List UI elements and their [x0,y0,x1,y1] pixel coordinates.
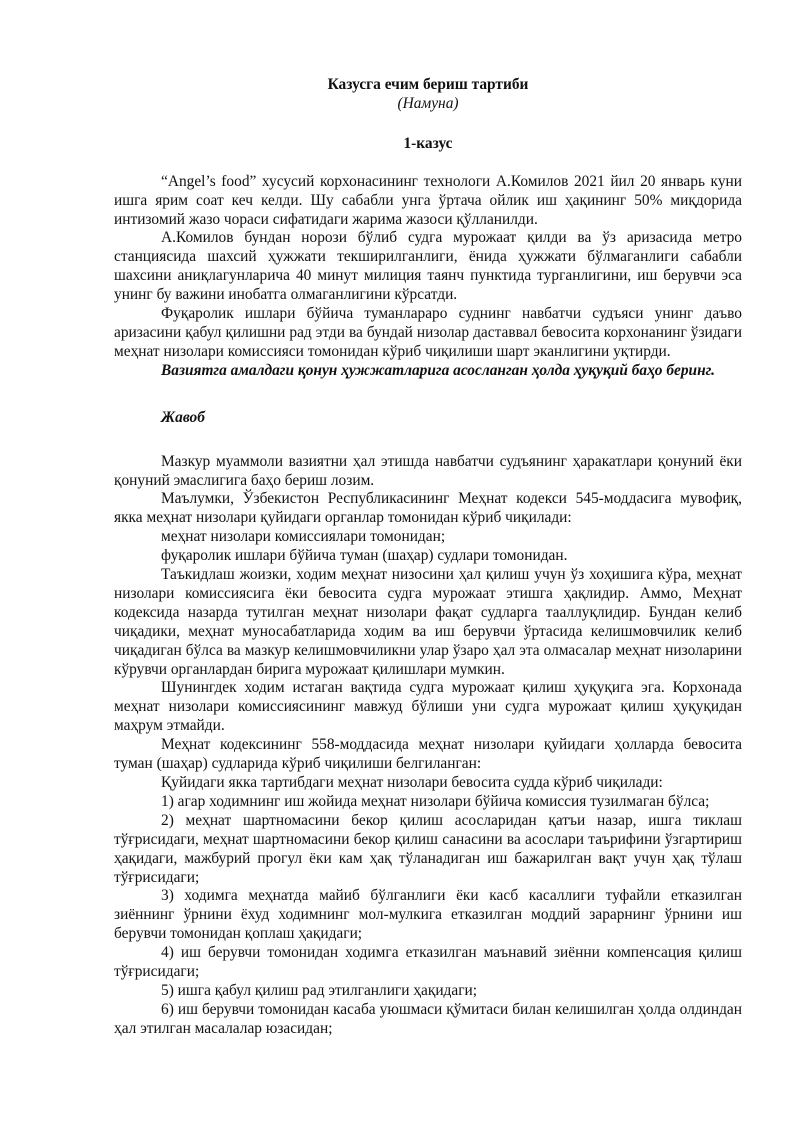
case-paragraph: Фуқаролик ишлари бўйича туманлараро суднинг навбатчи судъяси унинг даъво аризасини қабул қилишни рад этди ва бундай низолар даставвал бевосита корхонанинг ўзидаги меҳнат низолари комиссияси томонидан кўриб чиқилиши шарт эканлигини уқтирди. [114,305,742,360]
case-task: Вазиятга амалдаги қонун ҳужжатларига асосланган ҳолда ҳуқуқий баҳо беринг. [161,361,715,379]
document-subtitle: (Намуна) [397,94,459,112]
answer-paragraph: Меҳнат кодексининг 558-моддасида меҳнат низолари қуйидаги ҳолларда бевосита туман (шаҳар) судларида кўриб чиқилиши белгиланган: [114,736,742,773]
answer-paragraph: Қуйидаги якка тартибдаги меҳнат низолари бевосита судда кўриб чиқилади: [161,774,663,791]
answer-list-item: 1) агар ходимнинг иш жойида меҳнат низолари бўйича комиссия тузилмаган бўлса; [161,792,710,810]
case-heading: 1-казус [403,134,453,152]
answer-paragraph: Маълумки, Ўзбекистон Республикасининг Меҳнат кодекси 545-моддасига мувофиқ, якка меҳнат низолари қуйидаги органлар томонидан кўриб чиқилади: [114,490,742,527]
answer-list-item: 3) ходимга меҳнатда майиб бўлганлиги ёки касб касаллиги туфайли етказилган зиённинг ўрнини ёхуд ходимнинг мол-мулкига етказилган моддий зарарнинг ўрнини иш берувчи томонидан қоплаш ҳақидаги; [114,887,742,943]
answer-paragraph: Таъкидлаш жоизки, ходим меҳнат низосини ҳал қилиш учун ўз хоҳишига кўра, меҳнат низолари комиссиясига ёки бевосита судга мурожаат этишга ҳақлидир. Аммо, Меҳнат кодексида назарда тутилган меҳнат низолари фақат судларга тааллуқлидир. Бундан келиб чиқадики, меҳнат муносабатларида ходим ва иш берувчи ўртасида келишмовчилик келиб чиқадиган бўлса ва мазкур келишмовчиликни улар ўзаро ҳал эта олмасалар меҳнат низоларини кўрувчи органлардан бирига мурожаат қилишлари мумкин. [114,566,742,678]
document-title: Казусга ечим бериш тартиби [327,76,529,93]
answer-list-item: меҳнат низолари комиссиялари томонидан; [161,528,446,546]
answer-heading: Жавоб [161,408,205,426]
answer-paragraph: Мазкур муаммоли вазиятни ҳал этишда навбатчи судъянинг ҳаракатлари қонуний ёки қонуний эмаслигига баҳо бериш лозим. [114,452,742,489]
document-page [114,76,742,1039]
answer-list-item: 2) меҳнат шартномасини бекор қилиш асосларидан қатъи назар, ишга тиклаш тўғрисидаги, меҳнат шартномасини бекор қилиш санасини ва асослари таърифини ўзгартириш ҳақидаги, мажбурий прогул ёки кам ҳақ тўланадиган иш бажарилган вақт учун ҳақ тўлаш тўғрисидаги; [114,811,742,886]
case-paragraph: “Angel’s food” хусусий корхонасининг технологи А.Комилов 2021 йил 20 январь куни ишга ярим соат кеч келди. Шу сабабли унга ўртача ойлик иш ҳақининг 50% миқдорида интизомий жазо чораси сифатидаги жарима жазоси қўлланилди. [114,172,742,228]
answer-list-item: 6) иш берувчи томонидан касаба уюшмаси қўмитаси билан келишилган ҳолда олдиндан ҳал этилган масалалар юзасидан; [114,1000,742,1037]
answer-list-item: фуқаролик ишлари бўйича туман (шаҳар) судлари томонидан. [161,547,568,565]
answer-list-item: 4) иш берувчи томонидан ходимга етказилган маънавий зиённи компенсация қилиш тўғрисидаги; [114,944,742,981]
case-paragraph: А.Комилов бундан норози бўлиб судга мурожаат қилди ва ўз аризасида метро станциясида шахсий ҳужжати текширилганлиги, ёнида ҳужжати бўлмаганлиги сабабли шахсини аниқлагунларича 40 минут милиция таянч пунктида турганлигини, иш берувчи эса унинг бу важини инобатга олмаганлигини кўрсатди. [114,229,742,304]
answer-paragraph: Шунингдек ходим истаган вақтида судга мурожаат қилиш ҳуқуқига эга. Корхонада меҳнат низолари комиссиясининг мавжуд бўлиши уни судга мурожаат қилиш ҳуқуқидан маҳрум этмайди. [114,679,742,735]
answer-list-item: 5) ишга қабул қилиш рад этилганлиги ҳақидаги; [161,981,478,999]
